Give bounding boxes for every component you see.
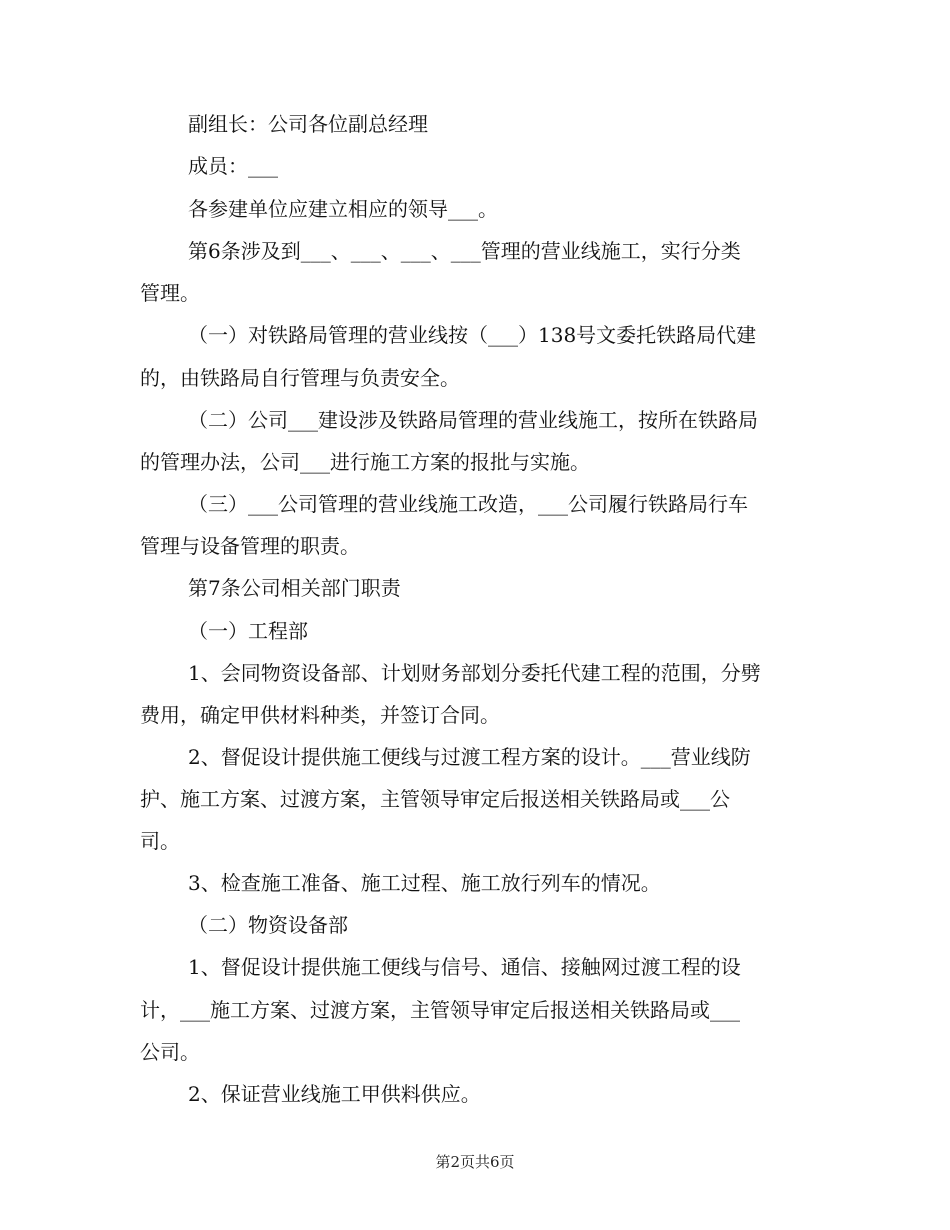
text-line: 副组长：公司各位副总经理: [188, 112, 428, 136]
text-line: 管理。: [140, 281, 200, 305]
text-line: （二）物资设备部: [188, 913, 348, 937]
text-line: 1、督促设计提供施工便线与信号、通信、接触网过渡工程的设: [188, 955, 741, 979]
text-line: 1、会同物资设备部、计划财务部划分委托代建工程的范围，分劈: [188, 661, 761, 685]
text-line: （二）公司___建设涉及铁路局管理的营业线施工，按所在铁路局: [188, 408, 758, 432]
text-line: （三）___公司管理的营业线施工改造，___公司履行铁路局行车: [188, 492, 748, 516]
text-line: 护、施工方案、过渡方案，主管领导审定后报送相关铁路局或___公: [140, 787, 730, 811]
text-line: 第7条公司相关部门职责: [188, 576, 401, 600]
text-line: （一）工程部: [188, 619, 308, 643]
text-line: （一）对铁路局管理的营业线按（___）138号文委托铁路局代建: [188, 323, 757, 347]
text-line: 2、督促设计提供施工便线与过渡工程方案的设计。___营业线防: [188, 745, 751, 769]
text-line: 各参建单位应建立相应的领导___。: [188, 197, 498, 221]
text-line: 3、检查施工准备、施工过程、施工放行列车的情况。: [188, 871, 661, 895]
text-line: 管理与设备管理的职责。: [140, 534, 360, 558]
text-line: 费用，确定甲供材料种类，并签订合同。: [140, 703, 500, 727]
text-line: 公司。: [140, 1040, 200, 1064]
page-number-footer: 第2页共6页: [435, 1153, 515, 1171]
text-line: 2、保证营业线施工甲供料供应。: [188, 1082, 481, 1106]
text-line: 司。: [140, 829, 180, 853]
text-line: 计，___施工方案、过渡方案，主管领导审定后报送相关铁路局或___: [140, 998, 740, 1022]
text-line: 成员：___: [188, 154, 278, 178]
text-line: 第6条涉及到___、___、___、___管理的营业线施工，实行分类: [188, 239, 741, 263]
text-line: 的，由铁路局自行管理与负责安全。: [140, 366, 460, 390]
text-line: 的管理办法，公司___进行施工方案的报批与实施。: [140, 450, 590, 474]
